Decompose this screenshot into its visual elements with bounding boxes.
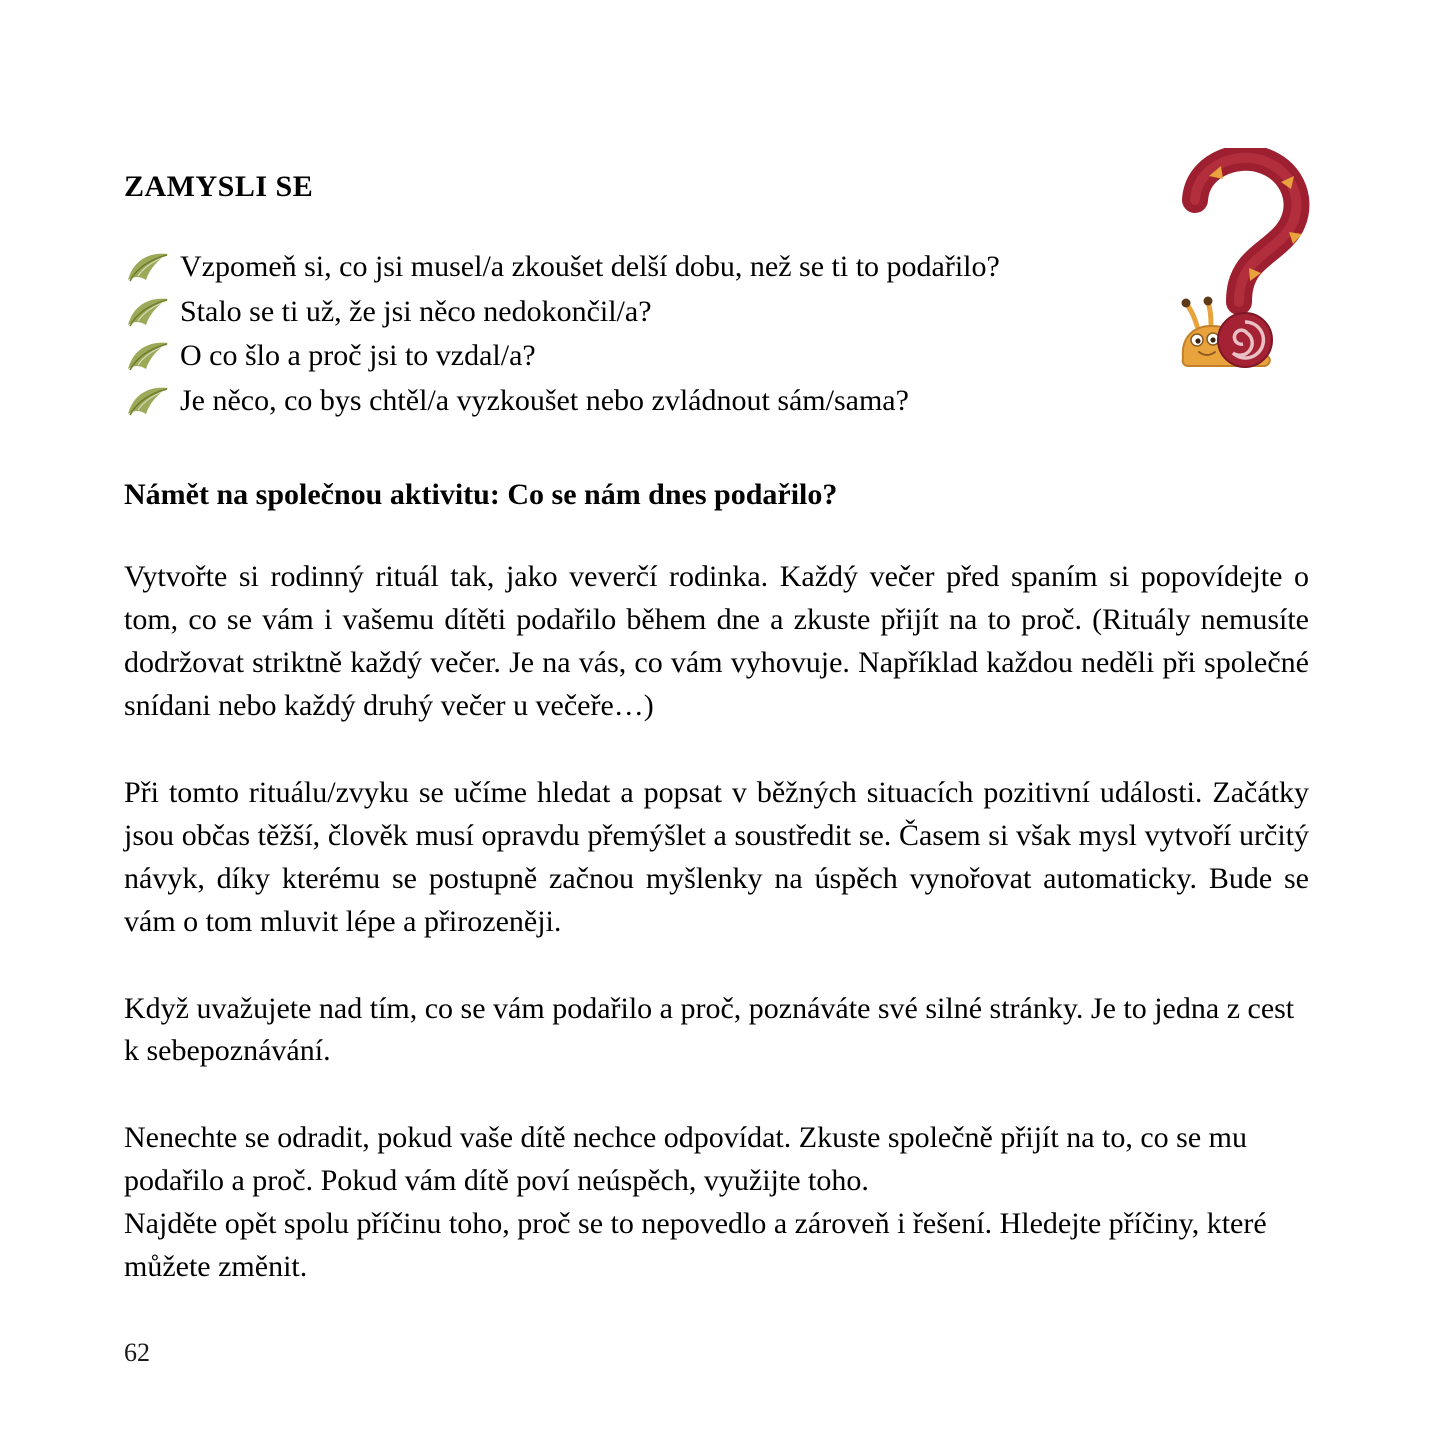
page-number: 62 [124,1338,150,1367]
question-list [124,246,1309,422]
list-item-label: Stalo se ti už, že jsi něco nedokončil/a? [180,294,652,328]
list-item-label: O co šlo a proč jsi to vzdal/a? [180,339,536,373]
list-item [124,380,1309,423]
list-item [124,335,1309,378]
paragraph: Vytvořte si rodinný rituál tak, jako veverčí rodinka. Každý večer před spaním si popovídejte o tom, co se vám i vašemu dítěti podařilo během dne a zkuste přijít na to proč. (Rituály nemusíte dodržovat striktně každý večer. Je na vás, co vám vyhovuje. Například každou neděli při společné snídani nebo každý druhý večer u večeře…) [124,560,1309,723]
paragraph: Najděte opět spolu příčinu toho, proč se to nepovedlo a zároveň i řešení. Hledejte příčiny, které můžete změnit. [124,1207,1267,1283]
leaf-icon [124,339,172,379]
paragraph: Nenechte se odradit, pokud vaše dítě nechce odpovídat. Zkuste společně přijít na to, co se mu podařilo a proč. Pokud vám dítě poví neúspěch, využijte toho. [124,1121,1247,1198]
list-item-label: Je něco, co bys chtěl/a vyzkoušet nebo zvládnout sám/sama? [180,383,909,417]
list-item [124,291,1309,334]
list-item [124,246,1309,289]
leaf-icon [124,295,172,335]
page-title: ZAMYSLI SE [124,170,314,203]
activity-subheading: Námět na společnou aktivitu: Co se nám dnes podařilo? [124,478,838,512]
paragraph: Při tomto rituálu/zvyku se učíme hledat a popsat v běžných situacích pozitivní události. Začátky jsou občas těžší, člověk musí opravdu přemýšlet a soustředit se. Časem si však mysl vytvoří určitý návyk, díky kterému se postupně začnou myšlenky na úspěch vynořovat automaticky. Bude se vám o tom mluvit lépe a přirozeněji. [124,775,1309,938]
page-content [124,170,1309,1289]
leaf-icon [124,250,172,290]
leaf-icon [124,384,172,424]
list-item-label: Vzpomeň si, co jsi musel/a zkoušet delší dobu, než se ti to podařilo? [180,250,1000,283]
paragraph: Když uvažujete nad tím, co se vám podařilo a proč, poznáváte své silné stránky. Je to jedna z cest k sebepoznávání. [124,991,1295,1068]
